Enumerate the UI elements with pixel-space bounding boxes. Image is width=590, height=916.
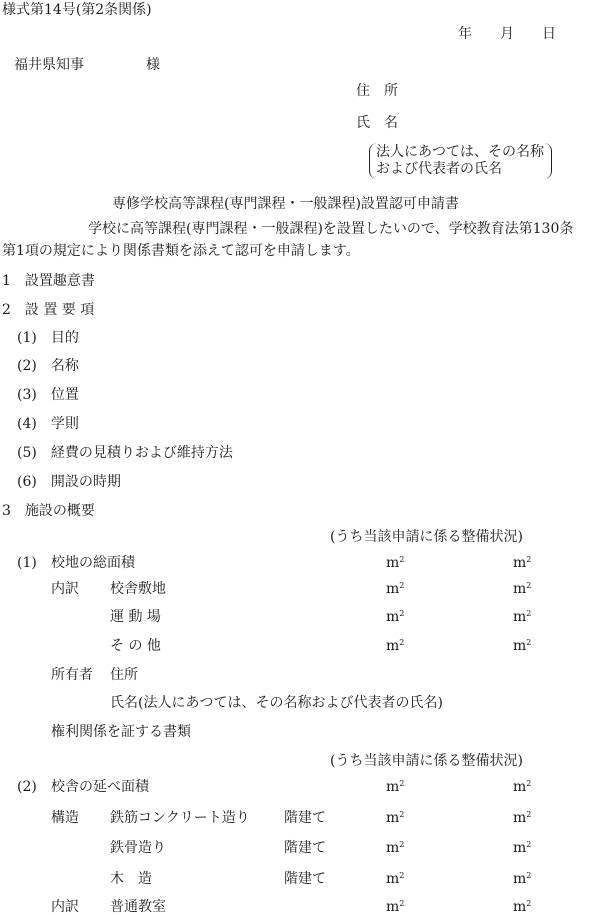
floors-label: 階建て bbox=[284, 840, 326, 856]
status-note: (うち当該申請に係る整備状況) bbox=[330, 529, 523, 545]
land-row-label: そ の 他 bbox=[110, 638, 161, 654]
land-breakdown-label: 内訳 bbox=[51, 581, 79, 597]
item-prospectus: 1 設置趣意書 bbox=[2, 273, 95, 289]
room-label: 普通教室 bbox=[110, 899, 166, 915]
corporation-note-line1: 法人にあつては、その名称 bbox=[376, 144, 544, 160]
structure-type: 鉄筋コンクリート造り bbox=[110, 810, 250, 826]
item-requirements: 2 設 置 要 項 bbox=[2, 302, 95, 318]
building-number: (2) bbox=[17, 779, 37, 795]
structure-type: 木 造 bbox=[110, 871, 152, 887]
area-unit: $m^2$ bbox=[386, 609, 405, 625]
floors-label: 階建て bbox=[284, 871, 326, 887]
area-unit: $m^2$ bbox=[513, 899, 532, 915]
land-total-label: 校地の総面積 bbox=[51, 555, 135, 571]
area-unit: $m^2$ bbox=[386, 871, 405, 887]
sub-item: (2) 名称 bbox=[17, 358, 79, 374]
building-total-label: 校舎の延べ面積 bbox=[51, 779, 149, 795]
date-line: 年 月 日 bbox=[458, 26, 556, 42]
sub-item: (6) 開設の時期 bbox=[17, 474, 121, 490]
rights-document-label: 権利関係を証する書類 bbox=[51, 724, 191, 740]
owner-address-label: 住所 bbox=[110, 667, 138, 683]
owner-name-label: 氏名(法人にあつては、その名称および代表者の氏名) bbox=[110, 695, 443, 711]
building-breakdown-label: 内訳 bbox=[51, 899, 79, 915]
land-row-label: 運 動 場 bbox=[110, 609, 161, 625]
owner-label: 所有者 bbox=[51, 667, 93, 683]
land-number: (1) bbox=[17, 555, 37, 571]
address-label: 住 所 bbox=[356, 83, 398, 99]
land-row-label: 校舎敷地 bbox=[110, 581, 166, 597]
area-unit: $m^2$ bbox=[513, 638, 532, 654]
area-unit: $m^2$ bbox=[513, 779, 532, 795]
area-unit: $m^2$ bbox=[513, 581, 532, 597]
corporation-note-line2: および代表者の氏名 bbox=[376, 161, 502, 177]
area-unit: $m^2$ bbox=[386, 555, 405, 571]
status-note: (うち当該申請に係る整備状況) bbox=[330, 753, 523, 769]
form-number: 様式第14号(第2条関係) bbox=[2, 2, 152, 18]
sub-item: (5) 経費の見積りおよび維持方法 bbox=[17, 445, 233, 461]
item-facilities: 3 施設の概要 bbox=[2, 503, 95, 519]
document-title: 専修学校高等課程(専門課程・一般課程)設置認可申請書 bbox=[112, 196, 459, 212]
honorific: 様 bbox=[146, 57, 160, 73]
structure-type: 鉄骨造り bbox=[110, 840, 166, 856]
name-label: 氏 名 bbox=[356, 115, 398, 131]
area-unit: $m^2$ bbox=[513, 871, 532, 887]
area-unit: $m^2$ bbox=[386, 840, 405, 856]
area-unit: $m^2$ bbox=[386, 810, 405, 826]
area-unit: $m^2$ bbox=[513, 609, 532, 625]
sub-item: (1) 目的 bbox=[17, 330, 79, 346]
addressee: 福井県知事 bbox=[14, 57, 84, 73]
area-unit: $m^2$ bbox=[386, 779, 405, 795]
area-unit: $m^2$ bbox=[513, 840, 532, 856]
area-unit: $m^2$ bbox=[513, 810, 532, 826]
intro-line2: 第1項の規定により関係書類を添えて認可を申請します。 bbox=[2, 243, 360, 259]
sub-item: (3) 位置 bbox=[17, 387, 79, 403]
intro-line1: 学校に高等課程(専門課程・一般課程)を設置したいので、学校教育法第130条 bbox=[88, 221, 574, 237]
structure-label: 構造 bbox=[51, 810, 79, 826]
area-unit: $m^2$ bbox=[386, 899, 405, 915]
floors-label: 階建て bbox=[284, 810, 326, 826]
area-unit: $m^2$ bbox=[386, 638, 405, 654]
area-unit: $m^2$ bbox=[513, 555, 532, 571]
area-unit: $m^2$ bbox=[386, 581, 405, 597]
sub-item: (4) 学則 bbox=[17, 416, 79, 432]
